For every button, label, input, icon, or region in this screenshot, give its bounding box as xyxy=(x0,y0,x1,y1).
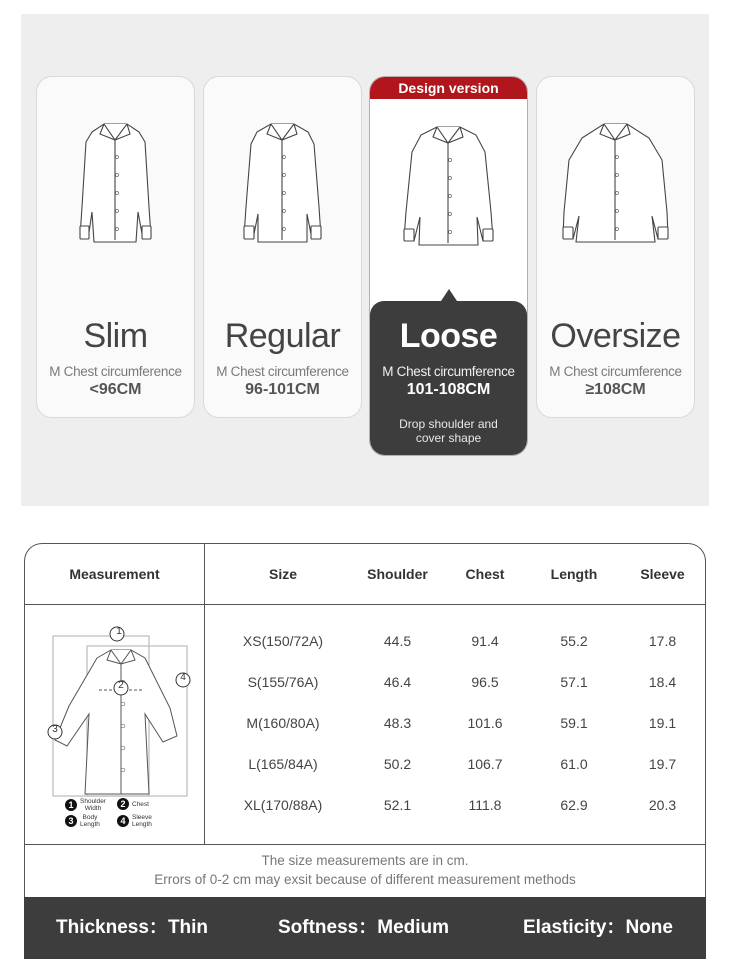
size-cell: XL(170/88A) xyxy=(243,797,323,813)
chest-cell: 101.6 xyxy=(467,715,503,731)
highlight-pointer xyxy=(441,289,457,301)
table-row xyxy=(205,744,705,785)
size-cell: M(160/80A) xyxy=(246,715,320,731)
sleeve-cell: 18.4 xyxy=(648,674,677,690)
oversize-shirt-illustration xyxy=(552,112,679,252)
fit-card-slim xyxy=(36,76,195,418)
measurement-note: Errors of 0-2 cm may exsit because of different measurement methods xyxy=(154,872,576,887)
attribute-label: Thickness： xyxy=(56,917,168,938)
fit-note-line: Drop shoulder and xyxy=(399,417,498,431)
header-chest: Chest xyxy=(465,566,505,582)
shoulder-cell: 44.5 xyxy=(383,633,412,649)
chest-label: M Chest circumference xyxy=(549,364,682,379)
diagram-marker-2: 2 xyxy=(118,680,124,691)
regular-shirt-illustration xyxy=(219,112,346,252)
fit-note-line: cover shape xyxy=(415,431,482,445)
table-row xyxy=(205,621,705,662)
fabric-attributes-bar xyxy=(24,897,706,959)
attribute-elasticity xyxy=(523,897,673,959)
attribute-label: Elasticity： xyxy=(523,917,626,938)
legend-number: 4 xyxy=(117,815,129,827)
attribute-value: Medium xyxy=(377,917,450,938)
legend-item xyxy=(117,814,152,828)
fit-comparison-panel xyxy=(21,14,709,506)
header-sleeve: Sleeve xyxy=(640,566,685,582)
fit-card-loose xyxy=(369,76,528,456)
shoulder-cell: 46.4 xyxy=(383,674,412,690)
chest-cell: 106.7 xyxy=(467,756,503,772)
table-row xyxy=(205,785,705,826)
length-cell: 61.0 xyxy=(560,756,588,772)
fit-card-regular xyxy=(203,76,362,418)
header-size: Size xyxy=(268,566,297,582)
attribute-thickness xyxy=(56,897,208,959)
measurement-legend xyxy=(65,798,185,834)
size-cell: S(155/76A) xyxy=(247,674,319,690)
header-measurement: Measurement xyxy=(69,566,160,582)
sleeve-cell: 19.1 xyxy=(648,715,677,731)
fit-name: Loose xyxy=(399,317,498,355)
chest-range: 96-101CM xyxy=(245,381,320,398)
sleeve-cell: 17.8 xyxy=(648,633,677,649)
shoulder-cell: 50.2 xyxy=(383,756,412,772)
attribute-value: None xyxy=(625,917,673,938)
fit-card-oversize xyxy=(536,76,695,418)
table-row xyxy=(205,662,705,703)
fit-name: Oversize xyxy=(550,317,681,355)
chest-range: <96CM xyxy=(89,381,142,398)
loose-shirt-illustration xyxy=(385,117,512,257)
attribute-label: Softness： xyxy=(278,917,378,938)
legend-label: Sleeve Length xyxy=(132,814,152,828)
header-length: Length xyxy=(550,566,598,582)
legend-label: Shoulder Width xyxy=(80,798,107,812)
footer-divider xyxy=(25,844,705,845)
attribute-value: Thin xyxy=(167,917,209,938)
fit-name: Slim xyxy=(83,317,148,355)
design-version-badge: Design version xyxy=(370,77,527,99)
legend-number: 3 xyxy=(65,815,77,827)
diagram-marker-1: 1 xyxy=(116,626,122,637)
chest-cell: 91.4 xyxy=(471,633,499,649)
sleeve-cell: 19.7 xyxy=(648,756,677,772)
legend-label: Body Length xyxy=(80,814,100,828)
length-cell: 62.9 xyxy=(560,797,588,813)
legend-label: Chest xyxy=(132,800,149,808)
slim-shirt-illustration xyxy=(52,112,179,252)
attribute-softness xyxy=(278,897,449,959)
chest-cell: 111.8 xyxy=(468,797,502,813)
fit-note xyxy=(370,417,527,445)
chest-label: M Chest circumference xyxy=(49,364,182,379)
sleeve-cell: 20.3 xyxy=(648,797,677,813)
chest-label: M Chest circumference xyxy=(382,364,515,379)
chest-range: ≥108CM xyxy=(585,381,646,398)
shoulder-cell: 52.1 xyxy=(383,797,412,813)
chest-range: 101-108CM xyxy=(406,381,491,398)
chest-label: M Chest circumference xyxy=(216,364,349,379)
legend-number: 1 xyxy=(65,799,77,811)
legend-item xyxy=(65,814,100,828)
header-shoulder: Shoulder xyxy=(367,566,428,582)
diagram-marker-4: 4 xyxy=(180,672,186,683)
size-cell: XS(150/72A) xyxy=(242,633,324,649)
size-chart-table xyxy=(24,543,706,897)
chest-cell: 96.5 xyxy=(471,674,499,690)
fit-name: Regular xyxy=(224,317,341,355)
diagram-marker-3: 3 xyxy=(52,724,58,735)
header-divider xyxy=(25,604,705,605)
measurement-note: The size measurements are in cm. xyxy=(261,853,469,868)
length-cell: 57.1 xyxy=(560,674,588,690)
table-row xyxy=(205,703,705,744)
length-cell: 55.2 xyxy=(560,633,588,649)
length-cell: 59.1 xyxy=(560,715,588,731)
shoulder-cell: 48.3 xyxy=(383,715,412,731)
legend-item xyxy=(117,798,149,810)
legend-item xyxy=(65,798,106,812)
legend-number: 2 xyxy=(117,798,129,810)
size-cell: L(165/84A) xyxy=(248,756,318,772)
